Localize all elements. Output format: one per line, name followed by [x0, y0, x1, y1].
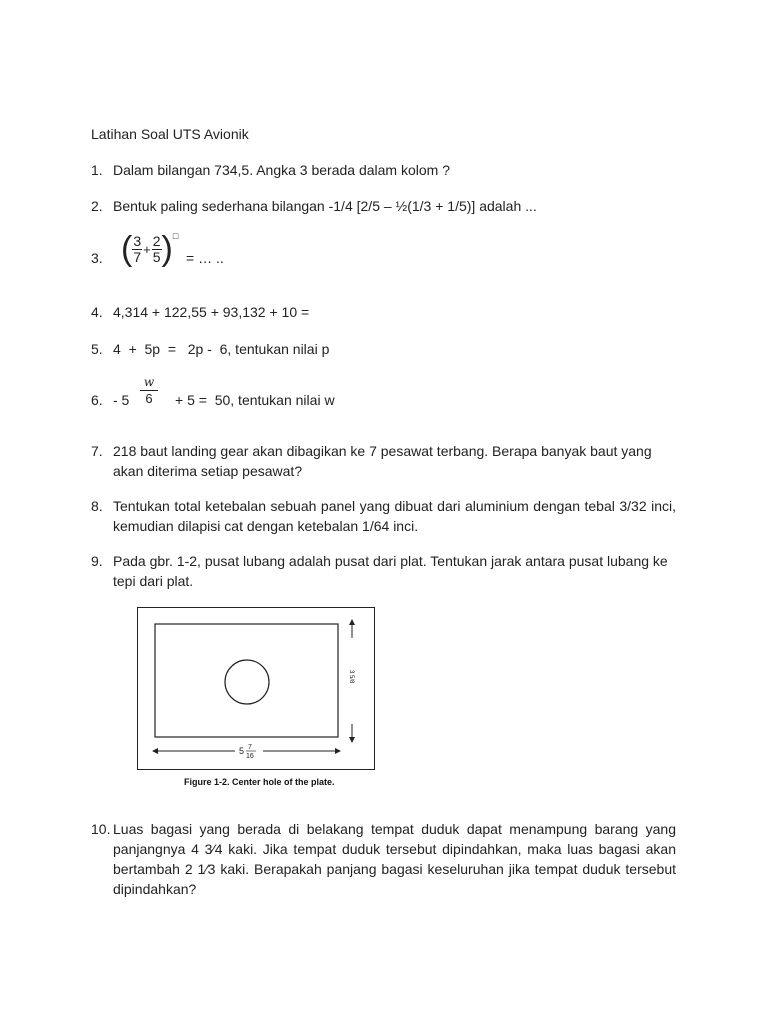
question-text: Bentuk paling sederhana bilangan -1/4 [2/5 – ½(1/3 + 1/5)] adalah ...: [113, 198, 537, 214]
plate-outline: [155, 624, 338, 737]
numerator: w: [140, 375, 158, 391]
width-denominator: 16: [246, 753, 254, 760]
question-text: 4 + 5p = 2p - 6, tentukan nilai p: [113, 341, 330, 357]
question-10: [91, 819, 676, 899]
question-number: 7.: [91, 443, 103, 459]
plus-sign: +: [143, 241, 151, 257]
question-number: 3.: [91, 250, 103, 266]
page-title: Latihan Soal UTS Avionik: [91, 126, 249, 142]
fraction-expression: [121, 229, 178, 269]
question-number: 1.: [91, 162, 103, 178]
width-whole: 5: [239, 746, 245, 756]
figure-caption: Figure 1-2. Center hole of the plate.: [184, 777, 335, 787]
plate-figure: [137, 607, 375, 770]
denominator: 6: [145, 391, 153, 406]
question-number: 5.: [91, 341, 103, 357]
open-paren: (: [121, 230, 133, 268]
question-2: [91, 196, 676, 216]
question-number: 9.: [91, 553, 103, 569]
denominator: 5: [152, 248, 161, 265]
question-9: [91, 551, 676, 591]
question-7: [91, 441, 676, 481]
question-1: [91, 160, 676, 180]
question-text: 218 baut landing gear akan dibagikan ke 7 pesawat terbang. Berapa banyak baut yang akan diterima setiap pesawat?: [113, 443, 652, 479]
equation-prefix: - 5: [113, 392, 130, 408]
center-hole: [225, 660, 269, 704]
width-numerator: 7: [248, 744, 252, 751]
question-text: Dalam bilangan 734,5. Angka 3 berada dalam kolom ?: [113, 162, 450, 178]
numerator: 3: [133, 232, 142, 249]
question-5: [91, 339, 676, 359]
question-8: [91, 496, 676, 536]
plate-diagram: [138, 608, 374, 769]
question-text: Luas bagasi yang berada di belakang tempat duduk dapat menampung barang yang panjangnya 4 3⁄4 kaki. Jika tempat duduk tersebut dipindahkan, maka luas bagasi akan bertambah 2 1⁄3 kaki. Berapakah panjang bagasi keseluruhan jika tempat duduk tersebut dipindahkan?: [113, 821, 676, 897]
question-text: Pada gbr. 1-2, pusat lubang adalah pusat dari plat. Tentukan jarak antara pusat lubang ke tepi dari plat.: [113, 553, 668, 589]
question-4: [91, 302, 676, 322]
question-text: 4,314 + 122,55 + 93,132 + 10 =: [113, 304, 310, 320]
fraction-3-7: [132, 234, 142, 265]
fraction-2-5: [152, 234, 162, 265]
expression-tail: = … ..: [186, 250, 224, 266]
question-number: 4.: [91, 304, 103, 320]
question-number: 6.: [91, 392, 103, 408]
fraction-w-6: [140, 375, 158, 407]
question-number: 8.: [91, 498, 103, 514]
question-text: Tentukan total ketebalan sebuah panel yang dibuat dari aluminium dengan tebal 3/32 inci, kemudian dilapisi cat dengan ketebalan 1/64 inci.: [113, 498, 676, 534]
denominator: 7: [133, 248, 142, 265]
equation-tail: + 5 = 50, tentukan nilai w: [175, 392, 335, 408]
height-label: 3 5/8: [348, 670, 354, 684]
exponent-placeholder: □: [172, 231, 179, 241]
question-number: 10.: [91, 821, 111, 837]
numerator: 2: [152, 232, 161, 249]
question-number: 2.: [91, 198, 103, 214]
close-paren: ): [161, 230, 173, 268]
